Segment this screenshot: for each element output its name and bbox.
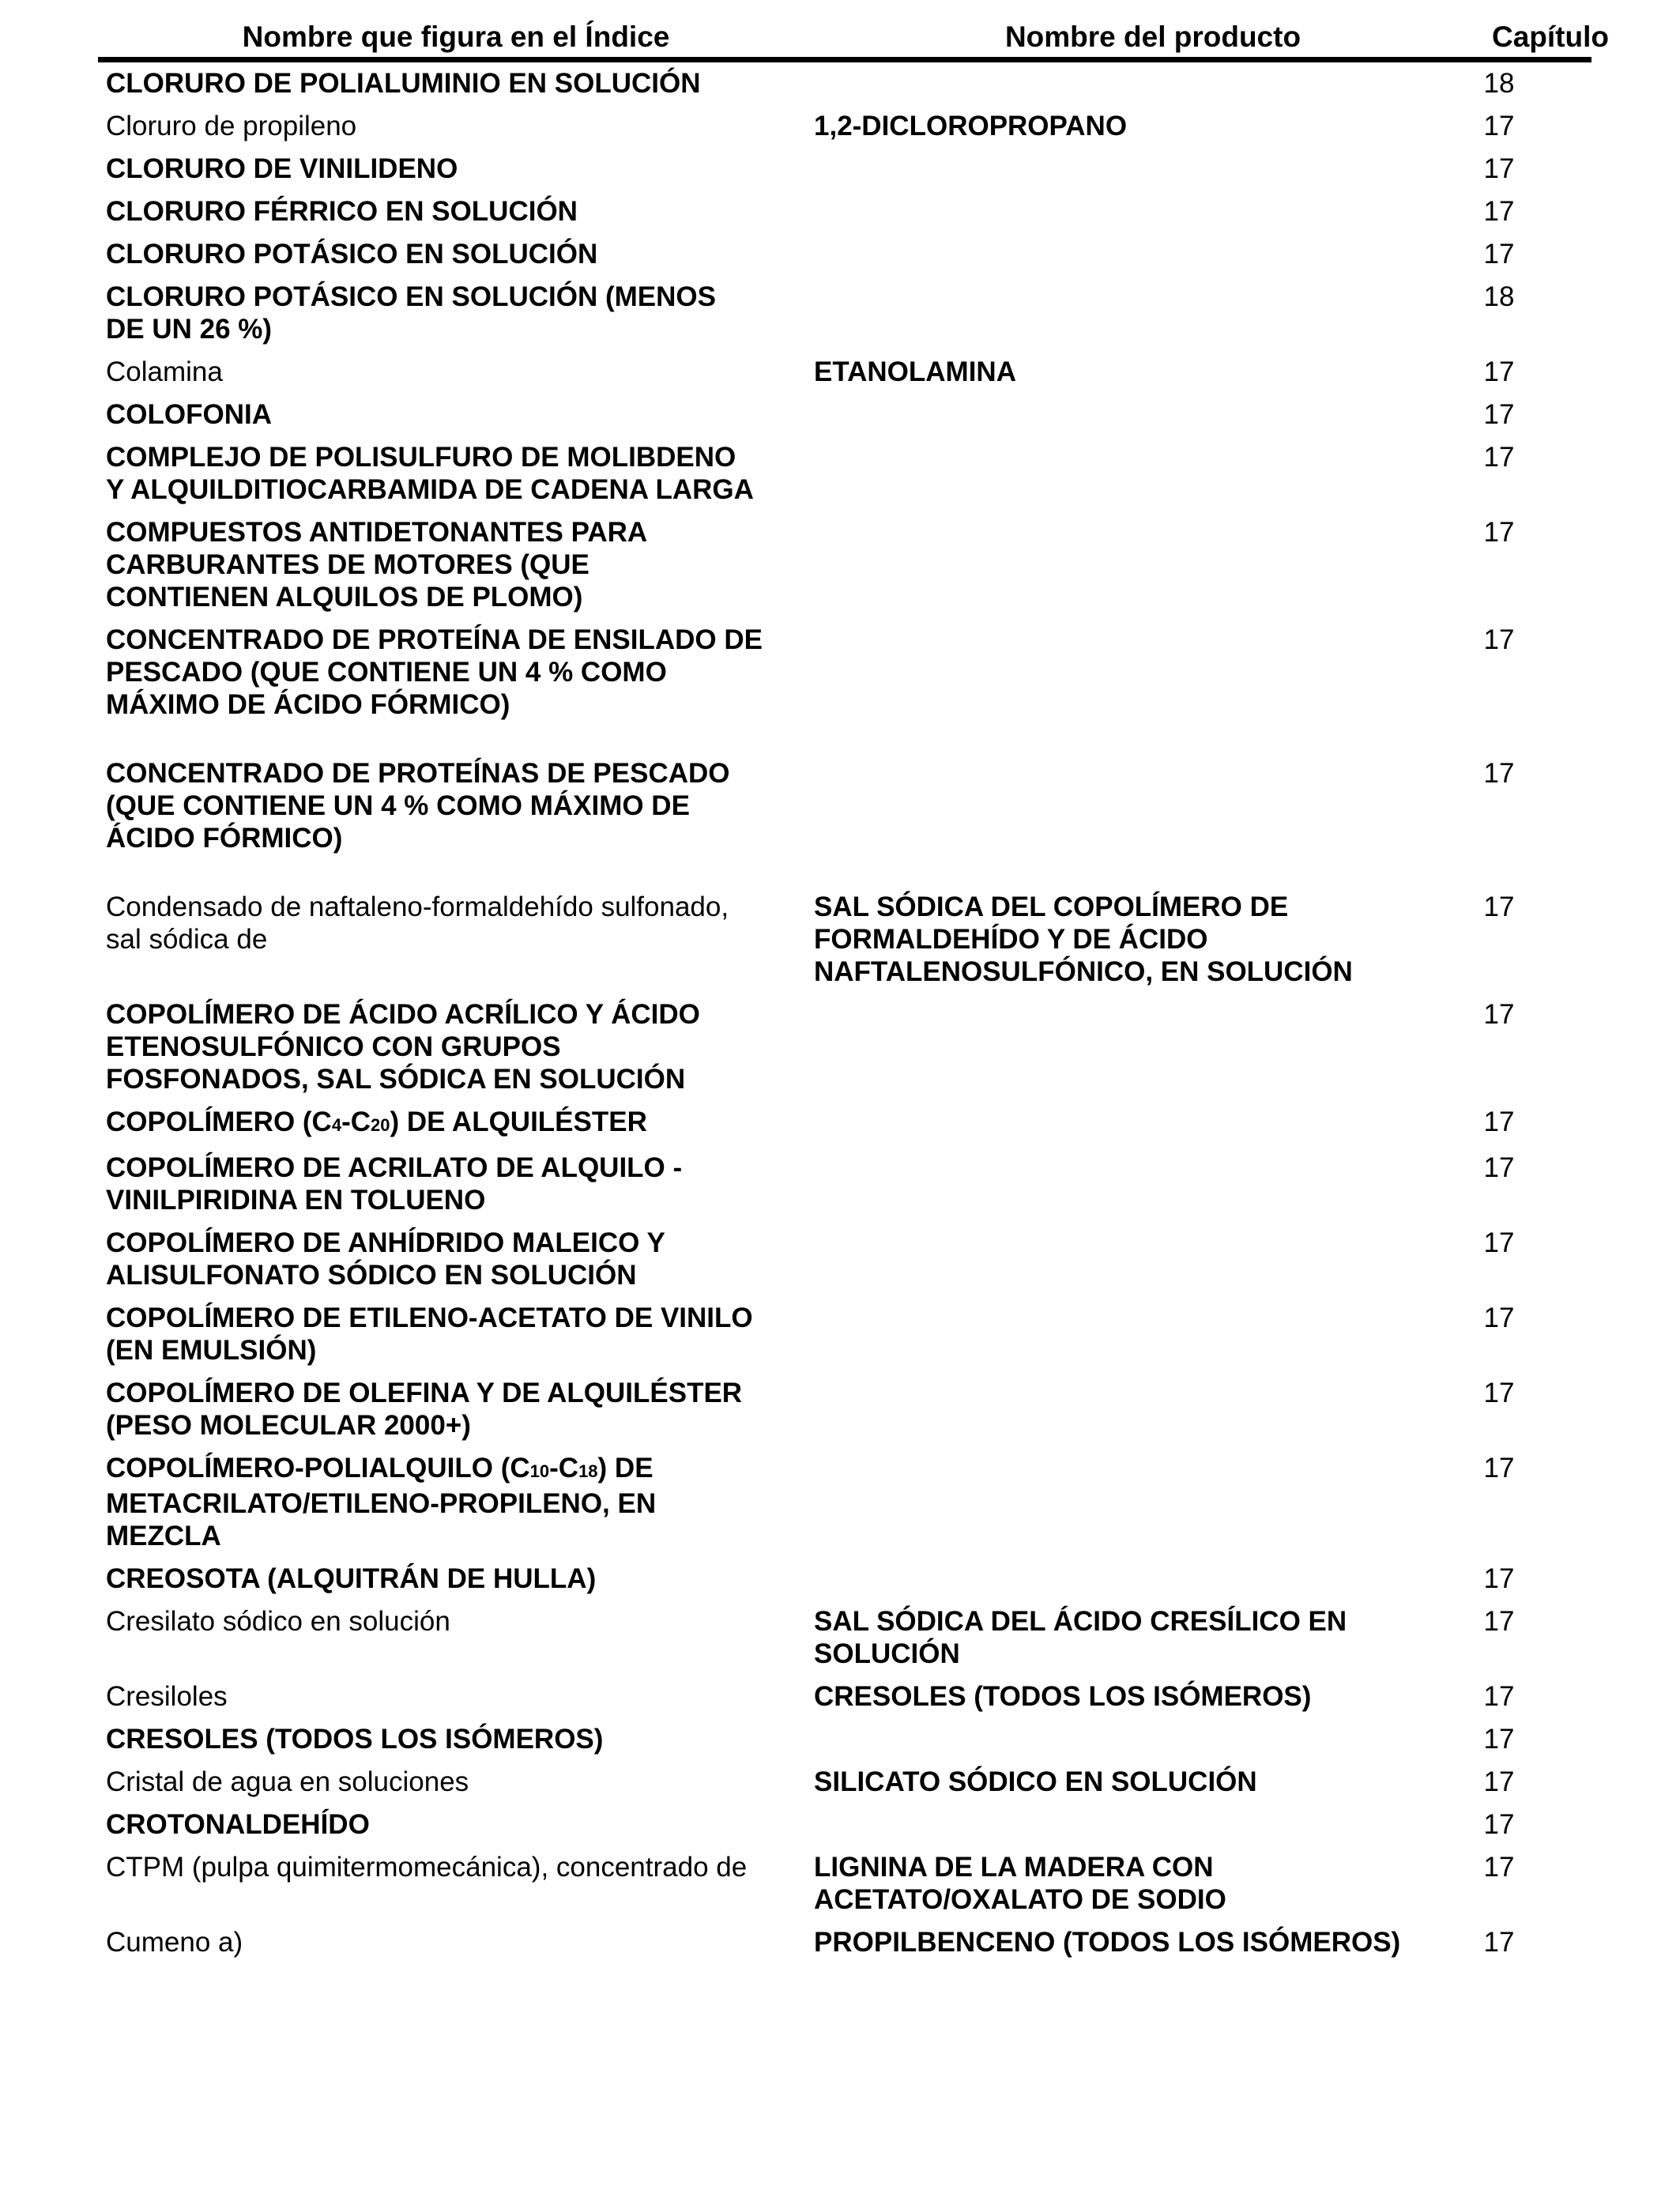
index-name-cell: Colamina bbox=[106, 356, 223, 387]
product-name-cell bbox=[814, 1377, 1430, 1442]
product-name-cell bbox=[814, 1227, 1430, 1291]
index-name-cell: COPOLÍMERO-POLIALQUILO (C10-C18) DE METACRILATO/ETILENO-PROPILENO, EN MEZCLA bbox=[106, 1453, 657, 1551]
product-name-cell bbox=[814, 195, 1430, 228]
index-name-cell: Cresiloles bbox=[106, 1681, 228, 1712]
product-name-cell: ETANOLAMINA bbox=[814, 356, 1016, 387]
table-row bbox=[98, 1291, 1591, 1367]
product-name-cell bbox=[814, 516, 1430, 613]
product-name-cell: LIGNINA DE LA MADERA CON ACETATO/OXALATO DE SODIO bbox=[814, 1852, 1226, 1915]
table-row bbox=[98, 185, 1591, 228]
table-row bbox=[98, 1916, 1591, 1958]
table-row bbox=[98, 1141, 1591, 1216]
product-name-cell bbox=[814, 1723, 1430, 1755]
chapter-cell: 17 bbox=[1483, 153, 1515, 184]
table-row bbox=[98, 62, 1591, 100]
subscript: 4 bbox=[331, 1115, 342, 1135]
table-row bbox=[98, 506, 1591, 613]
product-name-cell bbox=[814, 1302, 1430, 1367]
table-row bbox=[98, 1670, 1591, 1713]
table-header bbox=[98, 0, 1609, 62]
product-name-cell bbox=[814, 398, 1430, 431]
product-name-cell bbox=[814, 153, 1430, 185]
table-row bbox=[98, 854, 1591, 988]
chapter-cell: 17 bbox=[1483, 356, 1515, 387]
index-name-cell: CONCENTRADO DE PROTEÍNA DE ENSILADO DE PESCADO (QUE CONTIENE UN 4 % COMO MÁXIMO DE ÁCIDO FÓRMICO) bbox=[106, 624, 763, 720]
table-row bbox=[98, 431, 1591, 506]
chapter-cell: 17 bbox=[1483, 1302, 1515, 1333]
table-row bbox=[98, 1713, 1591, 1755]
product-name-cell: CRESOLES (TODOS LOS ISÓMEROS) bbox=[814, 1681, 1312, 1712]
index-name-cell: COPOLÍMERO DE OLEFINA Y DE ALQUILÉSTER (PESO MOLECULAR 2000+) bbox=[106, 1378, 743, 1441]
chapter-cell: 17 bbox=[1483, 1681, 1515, 1712]
index-name-cell: Condensado de naftaleno-formaldehído sulfonado, sal sódica de bbox=[106, 892, 729, 955]
chapter-cell: 17 bbox=[1483, 758, 1515, 789]
product-name-cell bbox=[814, 238, 1430, 270]
index-name-cell: Cloruro de propileno bbox=[106, 111, 357, 141]
product-name-cell bbox=[814, 1106, 1430, 1141]
index-name-cell: CTPM (pulpa quimitermomecánica), concentrado de bbox=[106, 1852, 748, 1883]
index-name-cell: COMPUESTOS ANTIDETONANTES PARA CARBURANTES DE MOTORES (QUE CONTIENEN ALQUILOS DE PLOMO) bbox=[106, 517, 648, 613]
chapter-cell: 17 bbox=[1483, 1453, 1515, 1483]
header-index-name: Nombre que figura en el Índice bbox=[242, 21, 670, 53]
subscript: 20 bbox=[371, 1115, 390, 1135]
chapter-cell: 17 bbox=[1483, 442, 1515, 473]
chapter-cell: 17 bbox=[1483, 1724, 1515, 1755]
product-name-cell: SAL SÓDICA DEL ÁCIDO CRESÍLICO EN SOLUCIÓN bbox=[814, 1606, 1347, 1669]
chapter-cell: 17 bbox=[1483, 1766, 1515, 1797]
chapter-cell: 17 bbox=[1483, 1106, 1515, 1137]
chapter-cell: 17 bbox=[1483, 517, 1515, 548]
table-row bbox=[98, 100, 1591, 142]
chapter-cell: 18 bbox=[1483, 281, 1515, 312]
product-name-cell: PROPILBENCENO (TODOS LOS ISÓMEROS) bbox=[814, 1927, 1401, 1958]
chapter-cell: 17 bbox=[1483, 1152, 1515, 1183]
index-name-cell: CONCENTRADO DE PROTEÍNAS DE PESCADO (QUE CONTIENE UN 4 % COMO MÁXIMO DE ÁCIDO FÓRMICO) bbox=[106, 758, 730, 854]
chapter-cell: 17 bbox=[1483, 1852, 1515, 1883]
chapter-cell: 17 bbox=[1483, 196, 1515, 227]
index-name-cell: COPOLÍMERO DE ETILENO-ACETATO DE VINILO (EN EMULSIÓN) bbox=[106, 1302, 753, 1366]
index-name-cell: Cristal de agua en soluciones bbox=[106, 1766, 469, 1797]
index-name-cell: COPOLÍMERO DE ANHÍDRIDO MALEICO Y ALISULFONATO SÓDICO EN SOLUCIÓN bbox=[106, 1227, 665, 1291]
product-name-cell: SAL SÓDICA DEL COPOLÍMERO DE FORMALDEHÍDO Y DE ÁCIDO NAFTALENOSULFÓNICO, EN SOLUCIÓN bbox=[814, 892, 1353, 987]
index-name-cell: CLORURO POTÁSICO EN SOLUCIÓN bbox=[106, 239, 598, 270]
table-row bbox=[98, 1216, 1591, 1291]
table-row bbox=[98, 1755, 1591, 1798]
table-row bbox=[98, 613, 1591, 721]
table-body bbox=[98, 62, 1591, 1958]
index-name-cell: Cresilato sódico en solución bbox=[106, 1606, 450, 1637]
index-name-cell: CRESOLES (TODOS LOS ISÓMEROS) bbox=[106, 1724, 604, 1755]
chapter-cell: 17 bbox=[1483, 1809, 1515, 1840]
product-name-cell bbox=[814, 998, 1430, 1095]
product-name-cell bbox=[814, 281, 1430, 345]
product-name-cell bbox=[814, 441, 1430, 506]
index-name-cell: COMPLEJO DE POLISULFURO DE MOLIBDENO Y ALQUILDITIOCARBAMIDA DE CADENA LARGA bbox=[106, 442, 754, 505]
table-row bbox=[98, 721, 1591, 854]
chapter-cell: 17 bbox=[1483, 624, 1515, 655]
product-name-cell bbox=[814, 757, 1430, 854]
chapter-cell: 17 bbox=[1483, 1927, 1515, 1958]
chapter-cell: 17 bbox=[1483, 111, 1515, 141]
chapter-cell: 17 bbox=[1483, 399, 1515, 430]
index-name-cell: COLOFONIA bbox=[106, 399, 272, 430]
table-row bbox=[98, 270, 1591, 345]
index-name-cell: CLORURO POTÁSICO EN SOLUCIÓN (MENOS DE UN 26 %) bbox=[106, 281, 716, 345]
index-name-cell: COPOLÍMERO DE ÁCIDO ACRÍLICO Y ÁCIDO ETENOSULFÓNICO CON GRUPOS FOSFONADOS, SAL SÓDICA EN SOLUCIÓN bbox=[106, 999, 700, 1095]
index-name-cell: Cumeno a) bbox=[106, 1927, 243, 1958]
index-name-cell: CLORURO FÉRRICO EN SOLUCIÓN bbox=[106, 196, 578, 227]
table-row bbox=[98, 388, 1591, 431]
index-table bbox=[98, 0, 1609, 1958]
table-row bbox=[98, 1841, 1591, 1916]
product-name-cell bbox=[814, 67, 1430, 100]
chapter-cell: 17 bbox=[1483, 1227, 1515, 1258]
product-name-cell: 1,2-DICLOROPROPANO bbox=[814, 111, 1128, 141]
product-name-cell bbox=[814, 1452, 1430, 1552]
header-chapter: Capítulo bbox=[1492, 21, 1609, 53]
chapter-cell: 17 bbox=[1483, 1606, 1515, 1637]
product-name-cell bbox=[814, 1808, 1430, 1841]
subscript: 18 bbox=[578, 1461, 598, 1481]
table-row bbox=[98, 228, 1591, 270]
product-name-cell: SILICATO SÓDICO EN SOLUCIÓN bbox=[814, 1766, 1257, 1797]
subscript: 10 bbox=[529, 1461, 550, 1481]
index-name-cell: COPOLÍMERO (C4-C20) DE ALQUILÉSTER bbox=[106, 1106, 647, 1137]
table-row bbox=[98, 1798, 1591, 1841]
table-row bbox=[98, 988, 1591, 1095]
table-row bbox=[98, 1095, 1591, 1141]
index-name-cell: CLORURO DE POLIALUMINIO EN SOLUCIÓN bbox=[106, 68, 701, 99]
index-name-cell: CREOSOTA (ALQUITRÁN DE HULLA) bbox=[106, 1563, 597, 1594]
table-row bbox=[98, 1442, 1591, 1552]
chapter-cell: 17 bbox=[1483, 239, 1515, 270]
header-product-name: Nombre del producto bbox=[1004, 21, 1301, 53]
table-row bbox=[98, 142, 1591, 185]
chapter-cell: 18 bbox=[1483, 68, 1515, 99]
index-name-cell: CROTONALDEHÍDO bbox=[106, 1809, 370, 1840]
table-row bbox=[98, 1552, 1591, 1595]
chapter-cell: 17 bbox=[1483, 1378, 1515, 1408]
table-row bbox=[98, 1367, 1591, 1442]
table-row bbox=[98, 1595, 1591, 1670]
table-row bbox=[98, 345, 1591, 388]
product-name-cell bbox=[814, 1563, 1430, 1595]
product-name-cell bbox=[814, 624, 1430, 721]
chapter-cell: 17 bbox=[1483, 892, 1515, 922]
index-name-cell: CLORURO DE VINILIDENO bbox=[106, 153, 458, 184]
chapter-cell: 17 bbox=[1483, 1563, 1515, 1594]
index-name-cell: COPOLÍMERO DE ACRILATO DE ALQUILO - VINILPIRIDINA EN TOLUENO bbox=[106, 1152, 683, 1216]
chapter-cell: 17 bbox=[1483, 999, 1515, 1030]
product-name-cell bbox=[814, 1152, 1430, 1216]
